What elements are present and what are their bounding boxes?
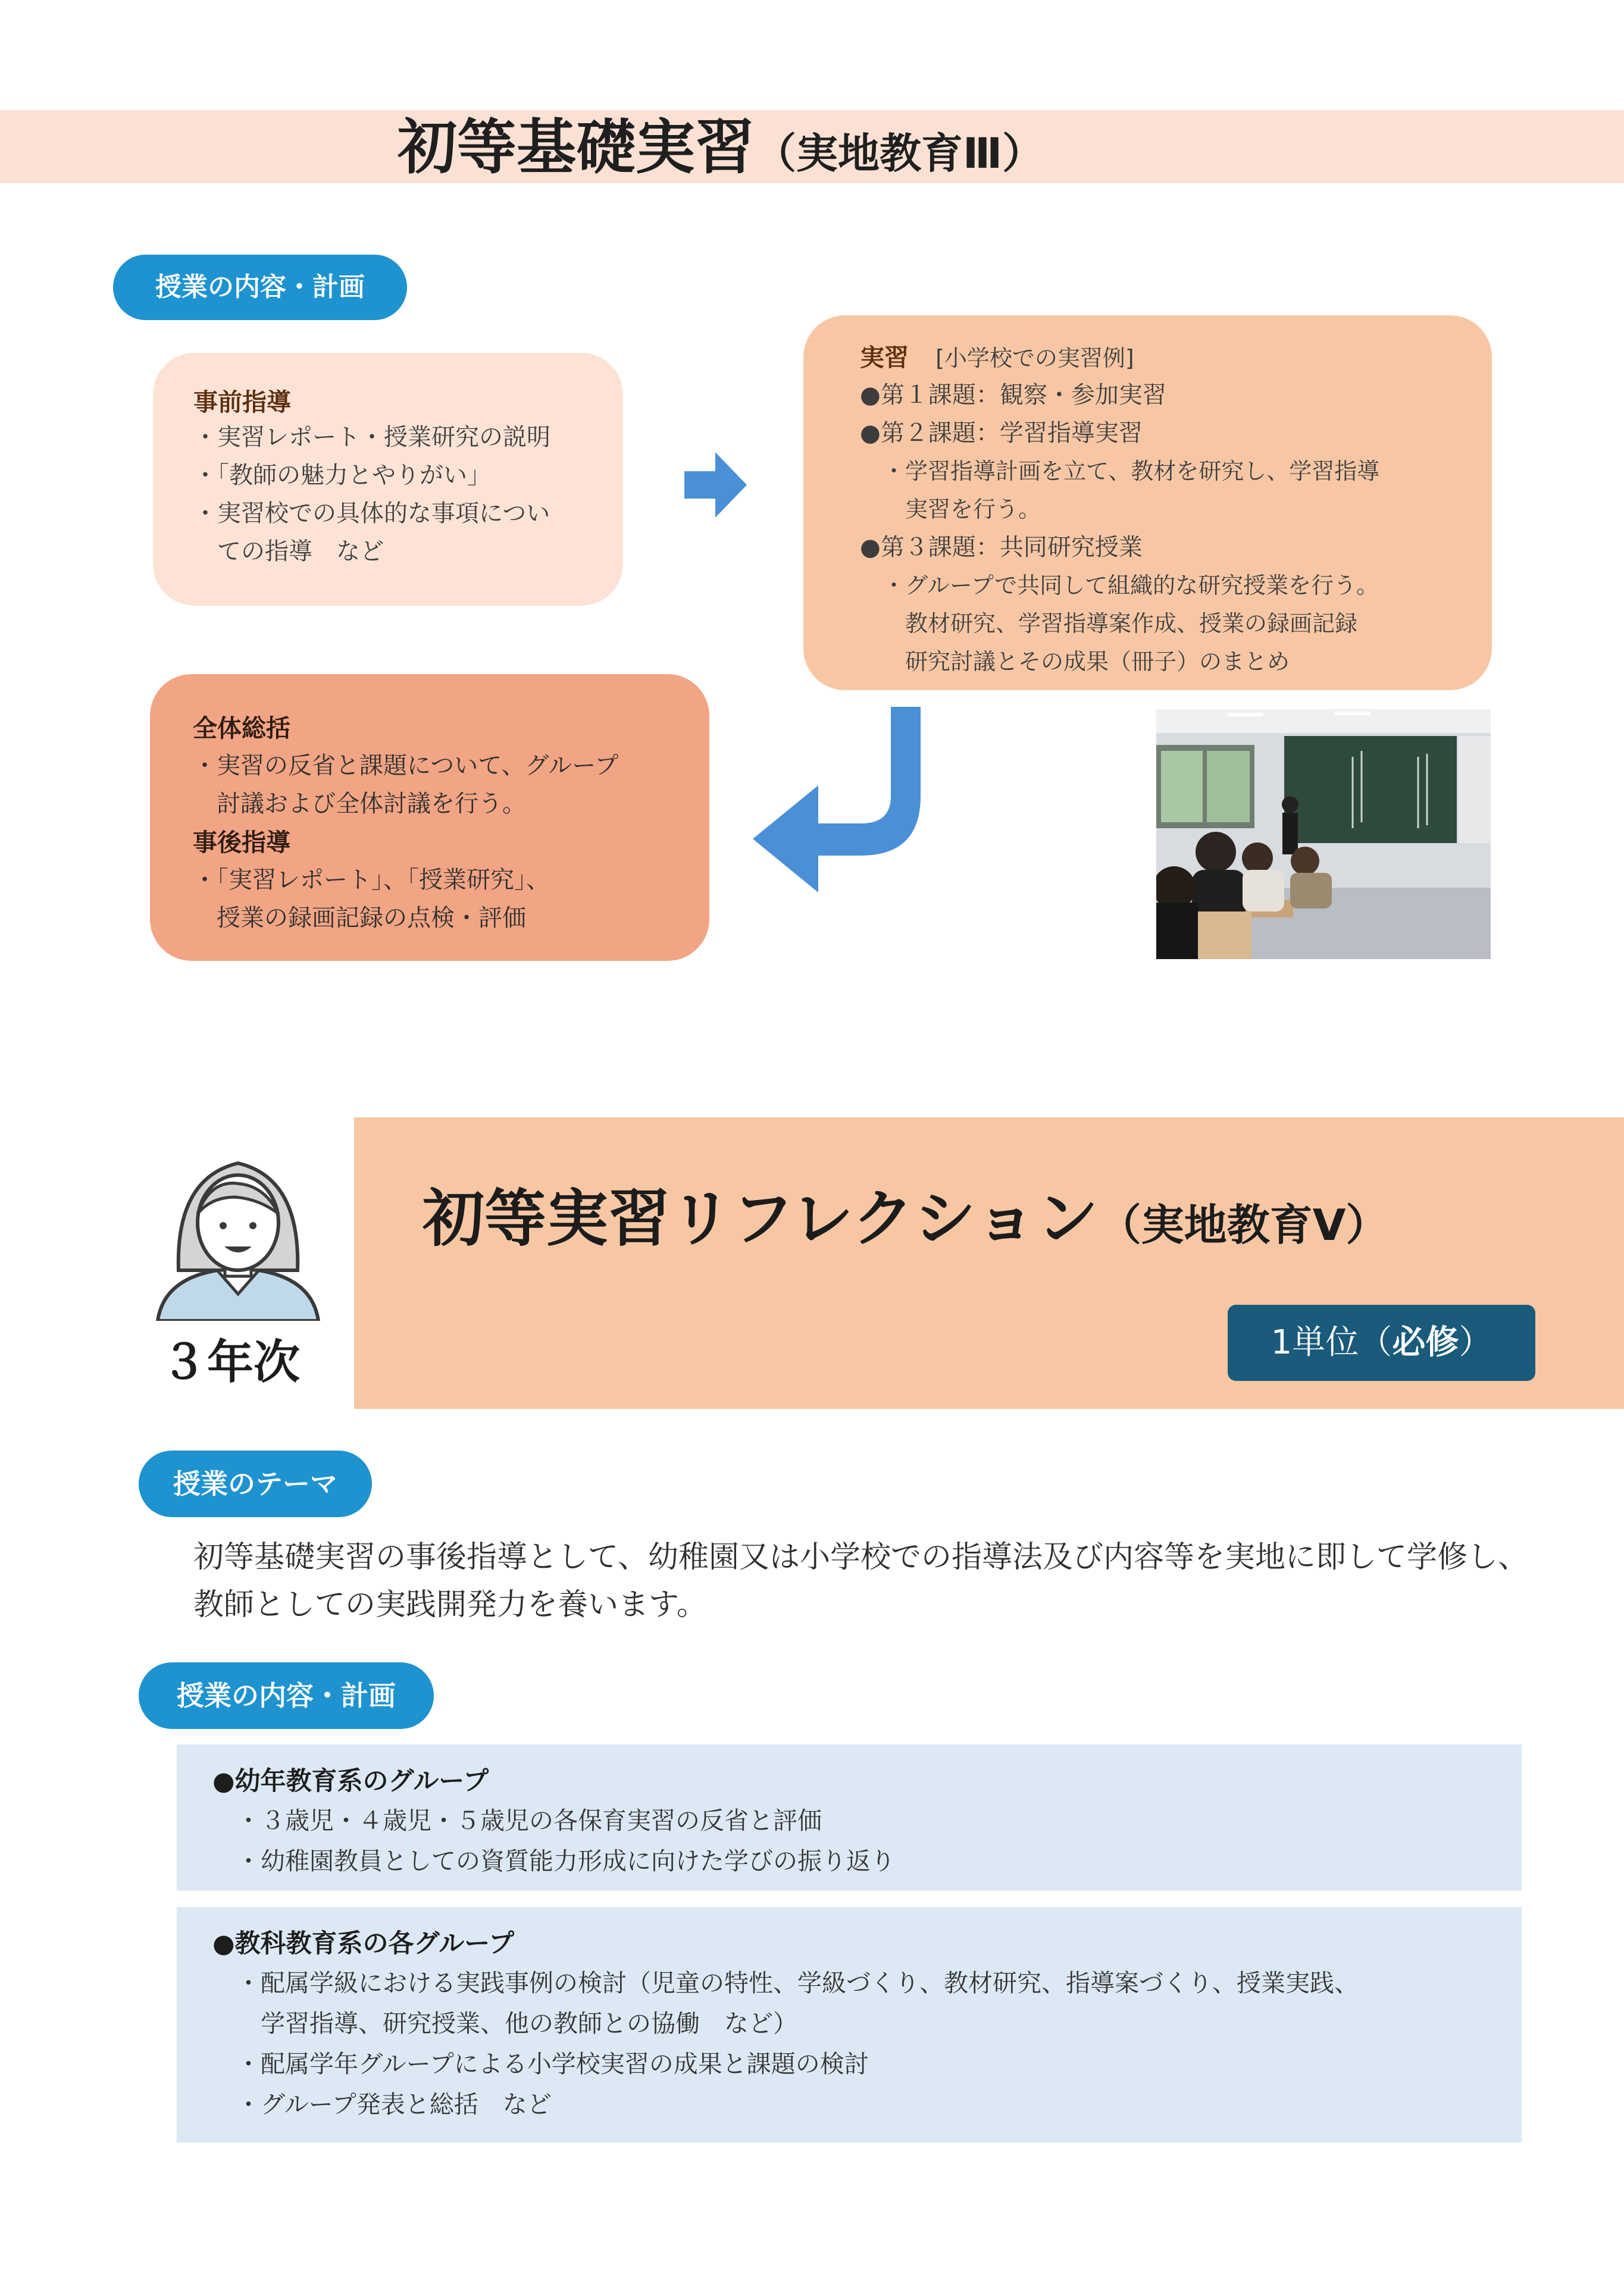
group2-line: ・配属学級における実践事例の検討（児童の特性、学級づくり、教材研究、指導案づくり、授業実践、 [236,1969,1359,1997]
practicum-line: 教材研究、学習指導案作成、授業の録画記録 [860,610,1358,637]
pre-guidance-heading: 事前指導 [193,388,291,416]
content-plan-pill-2: 授業の内容・計画 [139,1662,434,1729]
theme-line: 初等基礎実習の事後指導として、幼稚園又は小学校での指導法及び内容等を実地に即して学修し、 [193,1540,1528,1575]
pre-guidance-line: ・実習レポート・授業研究の説明 [193,424,550,451]
course1-title: 初等基礎実習（実地教育Ⅲ） [398,112,1044,182]
theme-pill: 授業のテーマ [139,1451,372,1517]
pre-guidance-box [153,353,623,606]
group1-line: ・幼稚園教員としての資質能力形成に向けた学びの振り返り [236,1847,895,1875]
year-label: ３年次 [161,1336,301,1389]
early-childhood-group-box [177,1744,1522,1891]
practicum-note: [小学校での実習例] [935,345,1134,371]
pre-guidance-line: ・「教師の魅力とやりがい」 [193,462,491,489]
post-guidance-line: ・「実習レポート」、「授業研究」、 [193,866,550,894]
practicum-line: ●第１課題：観察・参加実習 [860,381,1166,409]
group2-heading: ●教科教育系の各グループ [212,1929,515,1959]
group2-line: ・配属学年グループによる小学校実習の成果と課題の検討 [236,2050,869,2078]
arrow-right-icon [684,452,747,518]
practicum-line: ●第２課題：学習指導実習 [860,419,1143,447]
pre-guidance-line: ての指導 など [193,538,384,565]
group1-heading: ●幼年教育系のグループ [212,1766,489,1796]
course1-subtitle: （実地教育Ⅲ） [755,129,1044,178]
summary-line: 討議および全体討議を行う。 [193,790,526,817]
summary-box [150,674,709,961]
practicum-heading: 実習 [860,343,909,372]
post-guidance-heading: 事後指導 [193,828,290,857]
practicum-line: ●第３課題：共同研究授業 [860,534,1143,561]
practicum-box [803,315,1492,690]
practicum-line: ・グループで共同して組織的な研究授業を行う。 [860,572,1379,599]
curved-arrow-icon [753,707,931,892]
summary-line: ・実習の反省と課題について、グループ [193,752,619,779]
practicum-line: ・学習指導計画を立て、教材を研究し、学習指導 [860,458,1380,484]
theme-line: 教師としての実践開発力を養います。 [193,1587,707,1622]
content-plan-pill: 授業の内容・計画 [113,255,407,320]
theme-text [193,1534,1528,1629]
practicum-line: 研究討議とその成果（冊子）のまとめ [860,649,1290,675]
course2-title: 初等実習リフレクション（実地教育Ⅴ） [423,1182,1389,1255]
subject-group-box [177,1907,1522,2142]
credit-badge: 1単位（必修） [1228,1305,1535,1381]
group2-line: ・グループ発表と総括 など [236,2090,552,2119]
course2-subtitle: （実地教育Ⅴ） [1098,1200,1389,1250]
group2-line: 学習指導、研究授業、他の教師との協働 など） [236,2009,797,2038]
student-avatar-icon [152,1142,324,1321]
practicum-line: 実習を行う。 [860,496,1041,522]
group1-line: ・３歳児・４歳児・５歳児の各保育実習の反省と評価 [236,1806,822,1835]
classroom-photo [1156,709,1491,959]
pre-guidance-line: ・実習校での具体的な事項につい [193,500,550,527]
post-guidance-line: 授業の録画記録の点検・評価 [193,904,526,932]
summary-heading: 全体総括 [193,714,290,743]
